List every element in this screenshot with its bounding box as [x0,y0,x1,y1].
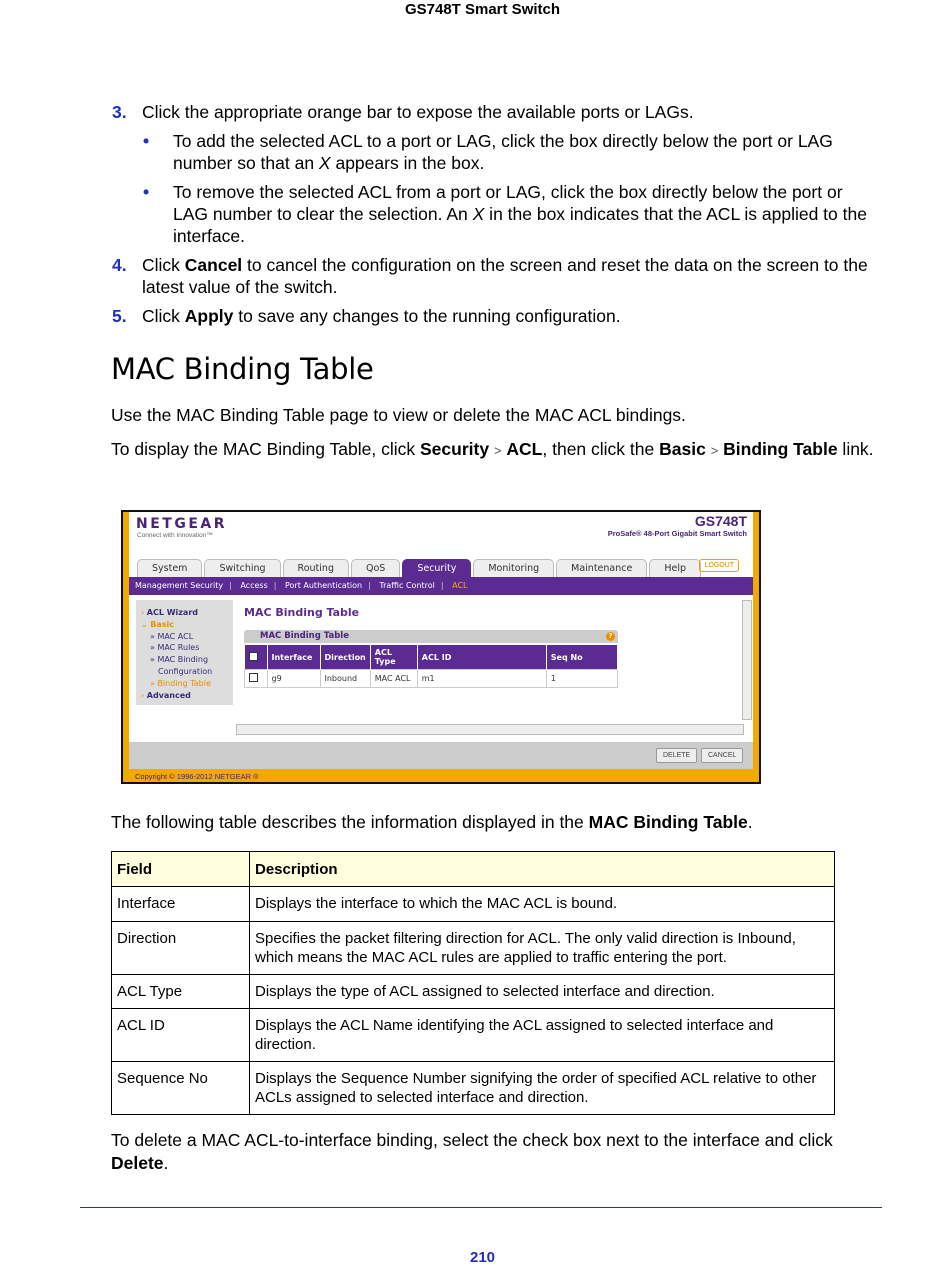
bullet-icon: • [143,131,150,151]
main-tabs [137,559,703,577]
bullet-text: appears in the box. [330,153,485,173]
nav-text: , then click the [542,439,660,459]
bullet-text: To add the selected ACL to a port or LAG, click the box directly below the port or LAG number so that an [173,131,833,173]
tab-security[interactable]: Security [402,559,471,577]
field-cell: ACL ID [112,1009,250,1062]
procedure-steps [112,101,882,334]
tab-switching[interactable]: Switching [204,559,280,577]
note-text: To delete a MAC ACL-to-interface binding, select the check box next to the interface and click [111,1130,833,1150]
logout-button[interactable]: LOGOUT [699,559,739,572]
nav-mac-acl[interactable]: » MAC ACL [150,631,194,641]
description-cell: Specifies the packet filtering direction for ACL. The only valid direction is Inbound, which means the MAC ACL rules are applied to traffic entering the port. [250,922,835,975]
page-title: MAC Binding Table [244,606,360,619]
apply-term: Apply [184,306,234,326]
footer-rule [80,1207,882,1208]
nav-security: Security [420,439,490,459]
select-all-header[interactable] [245,645,268,670]
step-4 [112,254,882,298]
table-header-row [112,852,835,887]
subnav-management-security[interactable]: Management Security [135,581,224,590]
binding-table [244,645,618,688]
cell-interface: g9 [267,670,320,688]
tab-maintenance[interactable]: Maintenance [556,559,647,577]
table-row [245,670,618,688]
step-text: to cancel the configuration on the screen and reset the data on the screen to the latest value of the switch. [142,255,868,297]
col-direction: Direction [320,645,370,670]
sub-navigation: Management Security | Access | Port Authentication | Traffic Control | ACL [129,577,753,595]
description-cell: Displays the Sequence Number signifying the order of specified ACL relative to other ACLs assigned to selected interface and direction. [250,1062,835,1115]
step-text: Click [142,306,185,326]
tab-help[interactable]: Help [649,559,701,577]
subnav-port-authentication[interactable]: Port Authentication [284,581,363,590]
cell-acl-type: MAC ACL [370,670,417,688]
row-checkbox[interactable] [249,673,258,682]
chevron-icon: > [710,443,719,458]
chevron-icon: > [493,443,502,458]
nav-text: To display the MAC Binding Table, click [111,439,420,459]
horizontal-scrollbar[interactable] [236,724,744,735]
x-mark: X [472,204,485,224]
field-cell: Sequence No [112,1062,250,1115]
nav-binding-table: Binding Table [723,439,838,459]
field-cell: ACL Type [112,975,250,1009]
box-title: MAC Binding Table [260,631,349,641]
nav-basic: Basic [659,439,706,459]
bullet-remove [112,181,882,247]
col-acl-id: ACL ID [417,645,546,670]
section-title: MAC Binding Table [111,352,374,386]
note-text: . [163,1153,169,1173]
tab-monitoring[interactable]: Monitoring [473,559,554,577]
delete-note [111,1129,886,1175]
table-row [112,887,835,922]
header-field: Field [112,852,250,887]
nav-acl: ACL [506,439,543,459]
button-bar [129,742,753,769]
step-5 [112,305,882,327]
cell-direction: Inbound [320,670,370,688]
delete-button[interactable]: DELETE [656,748,697,763]
nav-acl-wizard[interactable]: › ACL Wizard [141,608,198,617]
product-name: ProSafe® 48-Port Gigabit Smart Switch [607,529,747,538]
bullet-text: To remove the selected ACL from a port or LAG, click the box directly below the port or LAG number to clear the selection. An [173,182,843,224]
tab-routing[interactable]: Routing [283,559,349,577]
step-text: Click [142,255,185,275]
table-row [112,1009,835,1062]
copyright: Copyright © 1996-2012 NETGEAR ® [135,772,259,781]
nav-text: link. [837,439,874,459]
nav-mac-rules[interactable]: » MAC Rules [150,643,200,653]
col-interface: Interface [267,645,320,670]
x-mark: X [318,153,331,173]
intro-paragraph: Use the MAC Binding Table page to view or delete the MAC ACL bindings. [111,405,686,425]
description-table [111,851,835,1115]
step-number: 3. [112,102,127,122]
cell-acl-id: m1 [417,670,546,688]
table-row [112,975,835,1009]
vertical-scrollbar[interactable] [742,600,752,720]
nav-mac-binding-config[interactable]: Configuration [158,666,213,676]
step-number: 4. [112,255,127,275]
table-intro [111,811,886,834]
step-text: Click the appropriate orange bar to expose the available ports or LAGs. [142,102,694,122]
help-icon[interactable]: ? [606,632,615,641]
tagline: Connect with Innovation™ [137,532,213,539]
subnav-access[interactable]: Access [240,581,268,590]
left-navigation [136,600,233,705]
header-description: Description [250,852,835,887]
subnav-acl[interactable]: ACL [452,581,468,590]
nav-advanced[interactable]: › Advanced [141,690,191,700]
model-name: GS748T [694,513,747,529]
nav-mac-binding[interactable]: » MAC Binding [150,655,209,665]
col-seq-no: Seq No [546,645,617,670]
cell-seq-no: 1 [546,670,617,688]
cancel-button[interactable]: CANCEL [701,748,743,763]
screenshot-figure [121,510,761,784]
step-text: to save any changes to the running configuration. [233,306,621,326]
screenshot-body [129,595,753,742]
bullet-icon: • [143,182,150,202]
navigation-paragraph [111,438,886,462]
select-all-checkbox[interactable] [249,652,258,661]
tab-qos[interactable]: QoS [351,559,400,577]
field-cell: Direction [112,922,250,975]
cancel-term: Cancel [184,255,243,275]
intro-text: The following table describes the information displayed in the [111,812,589,832]
subnav-traffic-control[interactable]: Traffic Control [379,581,435,590]
running-header: GS748T Smart Switch [404,1,561,18]
tab-system[interactable]: System [137,559,202,577]
delete-term: Delete [111,1153,164,1173]
nav-basic[interactable]: ⌄ Basic [141,619,174,629]
table-header-row [245,645,618,670]
bullet-add [112,130,882,174]
table-row [112,1062,835,1115]
description-cell: Displays the interface to which the MAC ACL is bound. [250,887,835,922]
description-cell: Displays the type of ACL assigned to selected interface and direction. [250,975,835,1009]
netgear-logo: NETGEAR [136,516,227,532]
description-cell: Displays the ACL Name identifying the ACL assigned to selected interface and direction. [250,1009,835,1062]
intro-bold: MAC Binding Table [588,812,748,832]
row-checkbox-cell[interactable] [245,670,268,688]
bullet-text: in the box indicates that the ACL is applied to the interface. [173,204,867,246]
nav-binding-table[interactable]: » Binding Table [150,678,211,688]
intro-text: . [747,812,753,832]
step-3 [112,101,882,123]
field-cell: Interface [112,887,250,922]
step-number: 5. [112,306,127,326]
box-header [244,630,618,643]
page-number: 210 [469,1249,496,1266]
col-acl-type: ACL Type [370,645,417,670]
table-row [112,922,835,975]
